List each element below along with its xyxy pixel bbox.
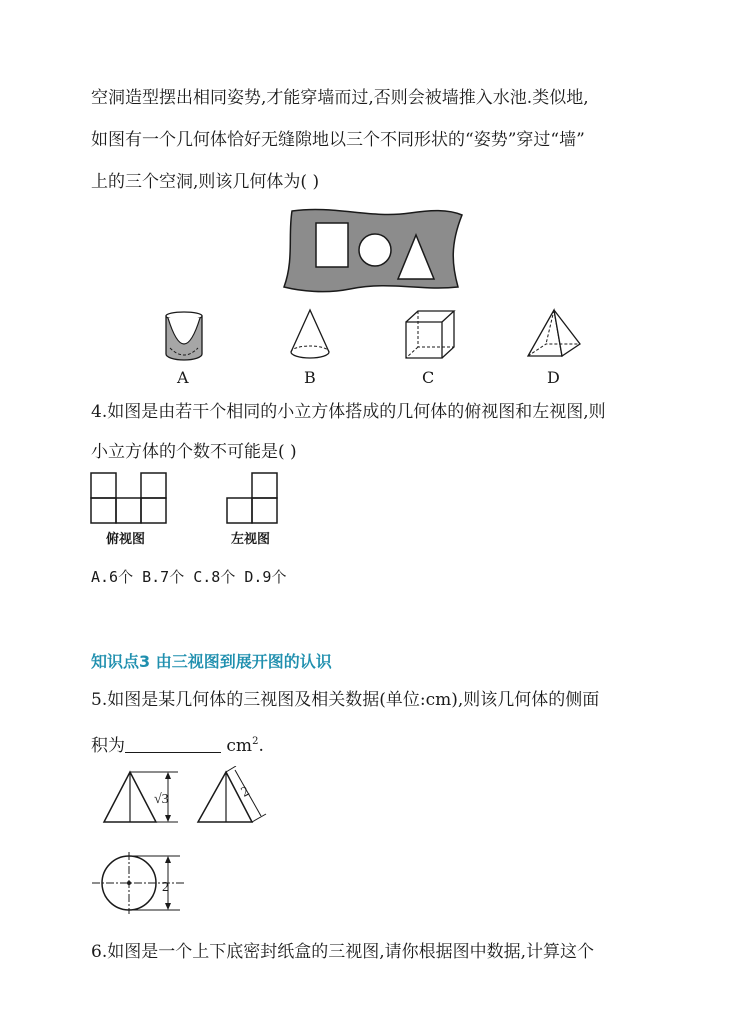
left-view-grid — [226, 472, 280, 526]
option-a-solid — [160, 310, 208, 365]
option-d-pyramid — [524, 306, 584, 364]
q4-text-line-2: 小立方体的个数不可能是( ) — [91, 442, 297, 462]
side-view-slant-label: 2 — [238, 784, 253, 801]
q3-text-line-1: 空洞造型摆出相同姿势,才能穿墙而过,否则会被墙推入水池.类似地, — [91, 88, 589, 108]
q3-text-line-3: 上的三个空洞,则该几何体为( ) — [91, 172, 320, 192]
circle-view-diameter-label: 2 — [162, 880, 169, 895]
circle-hole — [359, 234, 391, 266]
circle-view-figure — [92, 850, 192, 916]
q3-text-line-2: 如图有一个几何体恰好无缝隙地以三个不同形状的“姿势”穿过“墙” — [91, 130, 585, 150]
left-view-label: 左视图 — [231, 532, 271, 547]
option-c-label: C — [422, 368, 435, 387]
q5-text-line-1: 5.如图是某几何体的三视图及相关数据(单位:cm),则该几何体的侧面 — [91, 690, 600, 710]
top-view-label: 俯视图 — [106, 532, 146, 547]
option-d-label: D — [547, 368, 560, 387]
q5-prefix: 积为 — [91, 736, 125, 756]
q5-end: . — [258, 736, 264, 756]
option-c-cube — [402, 308, 460, 363]
option-b-cone — [285, 306, 335, 364]
q5-unit-exponent: 2 — [252, 736, 259, 747]
q6-text-line-1: 6.如图是一个上下底密封纸盒的三视图,请你根据图中数据,计算这个 — [91, 942, 595, 962]
answer-blank — [125, 736, 221, 753]
option-a-label: A — [177, 368, 189, 387]
top-view-grid — [90, 472, 170, 526]
q4-text-line-1: 4.如图是由若干个相同的小立方体搭成的几何体的俯视图和左视图,则 — [91, 402, 606, 422]
section-heading: 知识点3 由三视图到展开图的认识 — [91, 652, 332, 671]
wall-figure — [280, 205, 465, 295]
front-view-figure — [98, 766, 188, 828]
option-b-label: B — [304, 368, 316, 387]
side-view-figure — [192, 766, 272, 828]
front-view-height-label: √3 — [154, 792, 169, 807]
rectangle-hole — [316, 223, 348, 267]
q5-text-line-2 — [91, 730, 264, 758]
q5-unit: cm — [226, 736, 253, 756]
q4-choices: A.6个 B.7个 C.8个 D.9个 — [91, 568, 287, 586]
